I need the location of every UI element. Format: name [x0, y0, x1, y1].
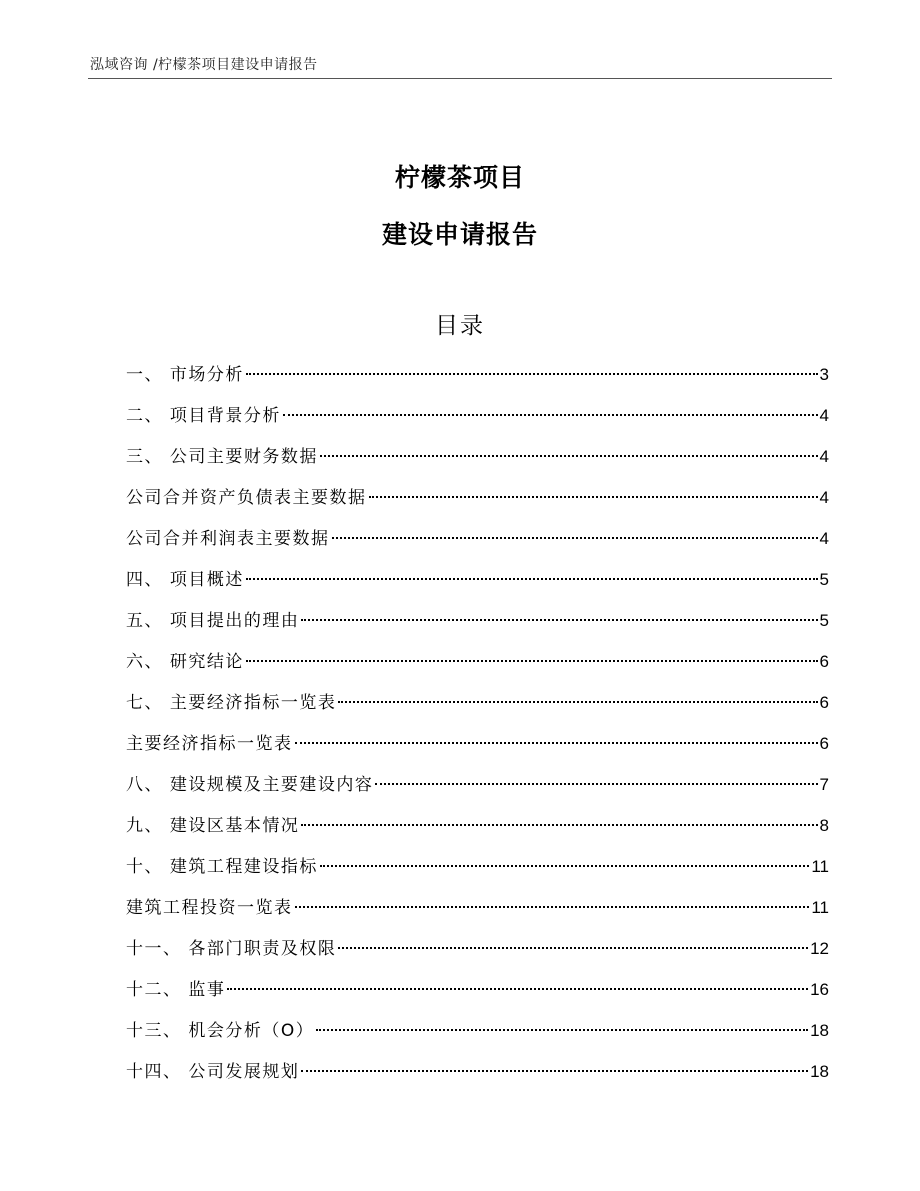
toc-entry-label: 公司合并利润表主要数据	[126, 529, 330, 549]
toc-entry[interactable]	[126, 846, 829, 887]
toc-entry[interactable]	[126, 559, 829, 600]
running-header: 泓域咨询 /柠檬茶项目建设申请报告	[90, 57, 318, 73]
toc-entry[interactable]	[126, 395, 829, 436]
toc-entry[interactable]	[126, 354, 829, 395]
toc-dot-leader	[338, 701, 817, 703]
toc-entry-page-number: 4	[819, 406, 829, 425]
toc-entry[interactable]	[126, 477, 829, 518]
toc-entry-page-number: 4	[819, 447, 829, 466]
toc-dot-leader	[295, 742, 818, 744]
toc-dot-leader	[246, 578, 818, 580]
toc-entry-label: 八、 建设规模及主要建设内容	[126, 775, 374, 795]
toc-entry-page-number: 11	[811, 898, 829, 917]
toc-dot-leader	[246, 660, 818, 662]
toc-dot-leader	[375, 783, 817, 785]
toc-entry[interactable]	[126, 518, 829, 559]
toc-entry-label: 主要经济指标一览表	[126, 734, 293, 754]
toc-entry-page-number: 5	[819, 611, 829, 630]
toc-entry-label: 十、 建筑工程建设指标	[126, 857, 318, 877]
toc-entry-label: 十三、 机会分析（O）	[126, 1021, 315, 1041]
toc-entry-label: 三、 公司主要财务数据	[126, 447, 318, 467]
toc-entry-page-number: 6	[819, 652, 829, 671]
header-rule	[88, 78, 832, 79]
toc-entry-page-number: 6	[819, 734, 829, 753]
document-title-line2: 建设申请报告	[381, 220, 538, 249]
toc-dot-leader	[301, 619, 817, 621]
toc-entry[interactable]	[126, 1010, 829, 1051]
toc-entry-label: 十一、 各部门职责及权限	[126, 939, 337, 959]
toc-entry-page-number: 7	[819, 775, 829, 794]
toc-entry[interactable]	[126, 805, 829, 846]
toc-dot-leader	[301, 1070, 808, 1072]
toc-entry[interactable]	[126, 641, 829, 682]
toc-entry[interactable]	[126, 600, 829, 641]
toc-entry-page-number: 16	[810, 980, 829, 999]
toc-entry-label: 七、 主要经济指标一览表	[126, 693, 337, 713]
toc-heading: 目录	[435, 313, 485, 339]
toc-entry-page-number: 3	[819, 365, 829, 384]
toc-entry-label: 四、 项目概述	[126, 570, 244, 590]
toc-entry-page-number: 12	[810, 939, 829, 958]
toc-entry[interactable]	[126, 723, 829, 764]
toc-entry-page-number: 11	[811, 857, 829, 876]
toc-entry[interactable]	[126, 1051, 829, 1092]
toc-dot-leader	[301, 824, 817, 826]
toc-entry-label: 建筑工程投资一览表	[126, 898, 293, 918]
toc-entry[interactable]	[126, 764, 829, 805]
toc-entry-page-number: 18	[810, 1021, 829, 1040]
toc-entry-label: 二、 项目背景分析	[126, 406, 281, 426]
toc-dot-leader	[320, 455, 818, 457]
toc-dot-leader	[332, 537, 818, 539]
toc-dot-leader	[338, 947, 808, 949]
toc-entry-label: 公司合并资产负债表主要数据	[126, 488, 367, 508]
toc-entry-label: 五、 项目提出的理由	[126, 611, 300, 631]
toc-dot-leader	[295, 906, 810, 908]
toc-entry-label: 九、 建设区基本情况	[126, 816, 300, 836]
toc-dot-leader	[283, 414, 818, 416]
toc-entry-page-number: 18	[810, 1062, 829, 1081]
toc-dot-leader	[320, 865, 809, 867]
toc-entry-page-number: 5	[819, 570, 829, 589]
toc-entry-page-number: 6	[819, 693, 829, 712]
toc-dot-leader	[246, 373, 818, 375]
toc-entry-page-number: 4	[819, 529, 829, 548]
toc-entry-label: 一、 市场分析	[126, 365, 244, 385]
toc-dot-leader	[369, 496, 818, 498]
document-title-line1: 柠檬茶项目	[394, 163, 525, 192]
toc-entry-page-number: 8	[819, 816, 829, 835]
toc-entry[interactable]	[126, 928, 829, 969]
toc-entry-page-number: 4	[819, 488, 829, 507]
toc-entry[interactable]	[126, 682, 829, 723]
toc-entry-label: 十四、 公司发展规划	[126, 1062, 300, 1082]
toc-entry[interactable]	[126, 887, 829, 928]
toc-entry[interactable]	[126, 436, 829, 477]
toc-dot-leader	[227, 988, 808, 990]
toc-entry-label: 六、 研究结论	[126, 652, 244, 672]
table-of-contents	[126, 354, 829, 1092]
toc-entry[interactable]	[126, 969, 829, 1010]
toc-dot-leader	[316, 1029, 808, 1031]
toc-entry-label: 十二、 监事	[126, 980, 226, 1000]
